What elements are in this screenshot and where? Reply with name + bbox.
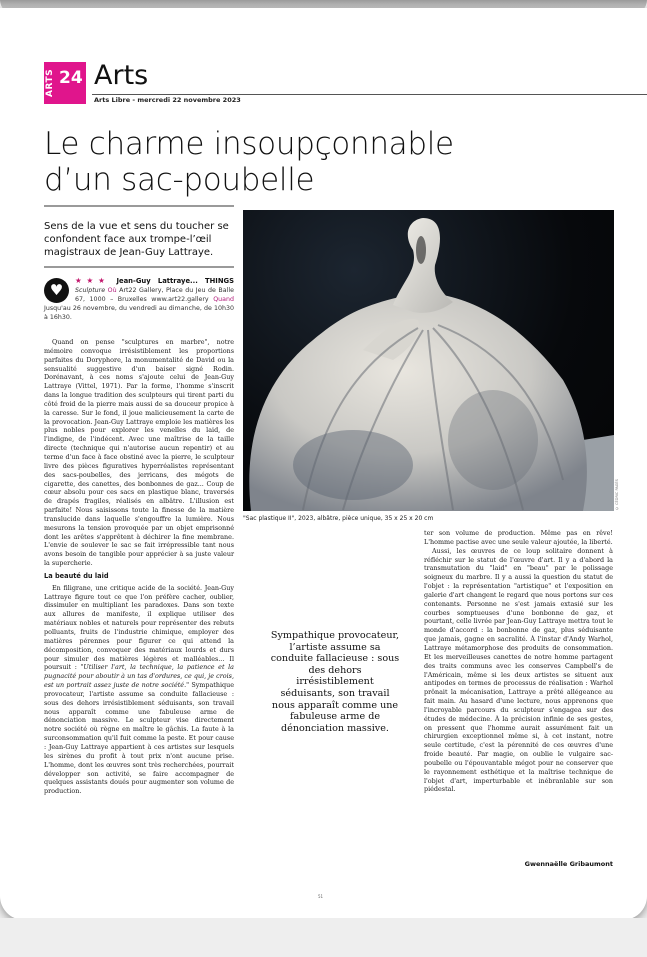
logo-label: ARTS bbox=[45, 68, 55, 98]
sculpture-photo bbox=[243, 210, 614, 511]
exhibition-location: Art22 Gallery, Place du Jeu de Balle 67, 1000 – Bruxelles www.art22.gallery bbox=[75, 287, 234, 303]
viewer-background bbox=[0, 918, 647, 957]
headline bbox=[44, 126, 604, 198]
rating-stars: ★★★ bbox=[75, 276, 110, 285]
headline-line-2: d’un sac-poubelle bbox=[44, 162, 315, 198]
page-number: 24 bbox=[59, 68, 83, 88]
paragraph: Aussi, les œuvres de ce loup solitaire donnent à réfléchir sur le statut de l'œuvre d'art. Il y a d'abord la transmutation du "laid" en "beau" par le polissage soigneux du marbre. Il y a aussi la question du statut de l'objet : la représentation "artistique" et l'exposition en galerie d'art changent le regard que nous portons sur ces contenants. Personne ne s'est jamais extasié sur les courbes somptueuses d'une bonbonne de gaz, et pourtant, celle livrée par Jean-Guy Lattraye mettra tout le monde d'accord : la bonbonne de gaz, plus séduisante que jamais, gagne en sacralité. À l'instar d'Andy Warhol, Lattraye métamorphose des produits de consommation. Et les merveilleuses canettes de notre homme partagent des traits communs avec les conserves Campbell's de l'Américain, même si les deux artistes se situent aux antipodes en termes de processus de réalisation : Warhol prônait la mécanisation, Lattraye a prêté allégeance au fait main. Au hasard d'une lecture, nous apprenons que l'incroyable parcours du sculpteur s'engagea sur des études de médecine. À la précision infinie de ses gestes, on pressent que l'homme aurait assurément fait un chirurgien exceptionnel même si, à cet instant, notre seule certitude, c'est la pérennité de ces œuvres d'une froide beauté. Par magie, on oublie le vulgaire sac-poubelle ou l'épouvantable mégot pour ne conserver que le rayonnement esthétique et la maîtrise technique de l'objet d'art, imperturbable et inébranlable sur son piédestal. bbox=[424, 546, 613, 794]
lede-top-rule bbox=[44, 205, 234, 207]
exhibition-genre: Sculpture bbox=[75, 287, 106, 294]
photo-caption: "Sac plastique II", 2023, albâtre, pièce unique, 35 x 25 x 20 cm bbox=[243, 515, 434, 522]
publication-date: Arts Libre - mercredi 22 novembre 2023 bbox=[94, 96, 241, 104]
pull-quote: Sympathique provocateur, l’artiste assume sa conduite fallacieuse : sous des dehors irrésistiblement séduisants, son travail nous apparaît comme une fabuleuse arme de dénonciation massive. bbox=[270, 630, 400, 734]
column-3 bbox=[424, 529, 613, 794]
heart-icon: ♥ bbox=[44, 278, 69, 303]
artist-quote: "Utiliser l'art, la technique, la patience et la pugnacité pour aboutir à un tas d'ordures, ce qui, je crois, est un portrait assez juste de notre société." bbox=[44, 663, 234, 690]
trash-bag-sculpture-image bbox=[243, 210, 614, 511]
section-title: Arts bbox=[94, 60, 149, 91]
subheading: La beauté du laid bbox=[44, 571, 109, 580]
lede-bottom-rule bbox=[44, 266, 234, 268]
newspaper-page[interactable] bbox=[0, 8, 647, 920]
paragraph-text: En filigrane, une critique acide de la société. Jean-Guy Lattraye figure tout ce que l'on préfère cacher, oublier, dissimuler en multipliant les paradoxes. Dans son texte aux allures de manifeste, il explique utiliser des matériaux nobles et naturels pour représenter des rebuts polluants, fruits de l'industrie chimique, employer des matières pérennes pour figurer ce qui attend la décomposition, convoquer des matériaux lourds et durs pour simuler des matières légères et malléables... Il poursuit : bbox=[44, 583, 234, 672]
header-divider bbox=[92, 94, 647, 95]
where-label: Où bbox=[107, 287, 117, 294]
paragraph: Quand on pense "sculptures en marbre", notre mémoire convoque irrésistiblement les proportions parfaites du Doryphore, la monumentalité de David ou la sensualité suggestive d'un baiser signé Rodin. Dorénavant, à ces noms s'ajoute celui de Jean-Guy Lattraye (Vittel, 1971). Par la forme, l'homme s'inscrit dans la longue tradition des sculpteurs qui tirent parti du côté froid de la pierre mais aussi de sa douceur propice à la caresse. Sur le fond, il joue malicieusement la carte de la provocation. Jean-Guy Lattraye emploie les matières les plus nobles pour explorer les venelles du laid, de l'indigne, de l'indécent. Avec une maîtrise de la taille directe (technique qui n'autorise aucun repentir) et au terme d'un face à face obstiné avec la pierre, le sculpteur livre des pièces figuratives hyperréalistes représentant des sacs-poubelles, des jerricans, des mégots de cigarette, des canettes, des bonbonnes de gaz... Coup de cœur absolu pour ces sacs en plastique blanc, traversés de drapés fragiles, réalisés en albâtre. L'illusion est parfaite! Nous saisissons toute la finesse de la matière translucide dans laquelle s'engouffre la lumière. Nous mesurons la tension provoquée par un objet emprisonné dont les arêtes s'apprêtent à déchirer la fine membrane. L'envie de soulever le sac se fait irrépressible tant nous avons besoin de tangible pour apprécier à sa juste valeur la supercherie. bbox=[44, 338, 234, 568]
paragraph: ter son volume de production. Même pas en rêve! L'homme pactise avec une seule valeur ajoutée, la liberté. bbox=[424, 529, 613, 546]
exhibition-dates: Jusqu'au 26 novembre, du vendredi au dimanche, de 10h30 à 16h30. bbox=[44, 305, 234, 321]
photo-credit: © CÉDRIC PAGÈS bbox=[615, 479, 619, 510]
exhibition-infobox bbox=[44, 276, 234, 322]
headline-line-1: Le charme insoupçonnable bbox=[44, 126, 454, 162]
section-header bbox=[44, 62, 614, 106]
lede: Sens de la vue et sens du toucher se confondent face aux trompe-l’œil magistraux de Jean-Guy Lattraye. bbox=[44, 221, 229, 258]
column-1 bbox=[44, 338, 234, 796]
page-folio: 51 bbox=[318, 894, 324, 899]
author-byline: Gwennaëlle Gribaumont bbox=[524, 860, 613, 868]
paragraph bbox=[44, 584, 234, 796]
when-label: Quand bbox=[213, 296, 234, 303]
section-logo bbox=[44, 62, 86, 104]
paragraph-text: Sympathique provocateur, l'artiste assume sa conduite fallacieuse : sous des dehors irrésistiblement séduisants, son travail nous apparaît comme une fabuleuse arme de dénonciation massive. Le sculpteur vise directement notre société où règne en maître le gâchis. La faute à la surconsommation qu'il fuit comme la peste. Et pour cause : Jean-Guy Lattraye appartient à ces artistes sur lesquels les sirènes du profit à tout prix n'ont aucune prise. L'homme, dont les œuvres sont très recherchées, pourrait développer son activité, se faire accompagner de quelques assistants doués pour augmenter son volume de production. bbox=[44, 681, 234, 796]
exhibition-title: Jean-Guy Lattraye... THINGS bbox=[116, 277, 234, 285]
